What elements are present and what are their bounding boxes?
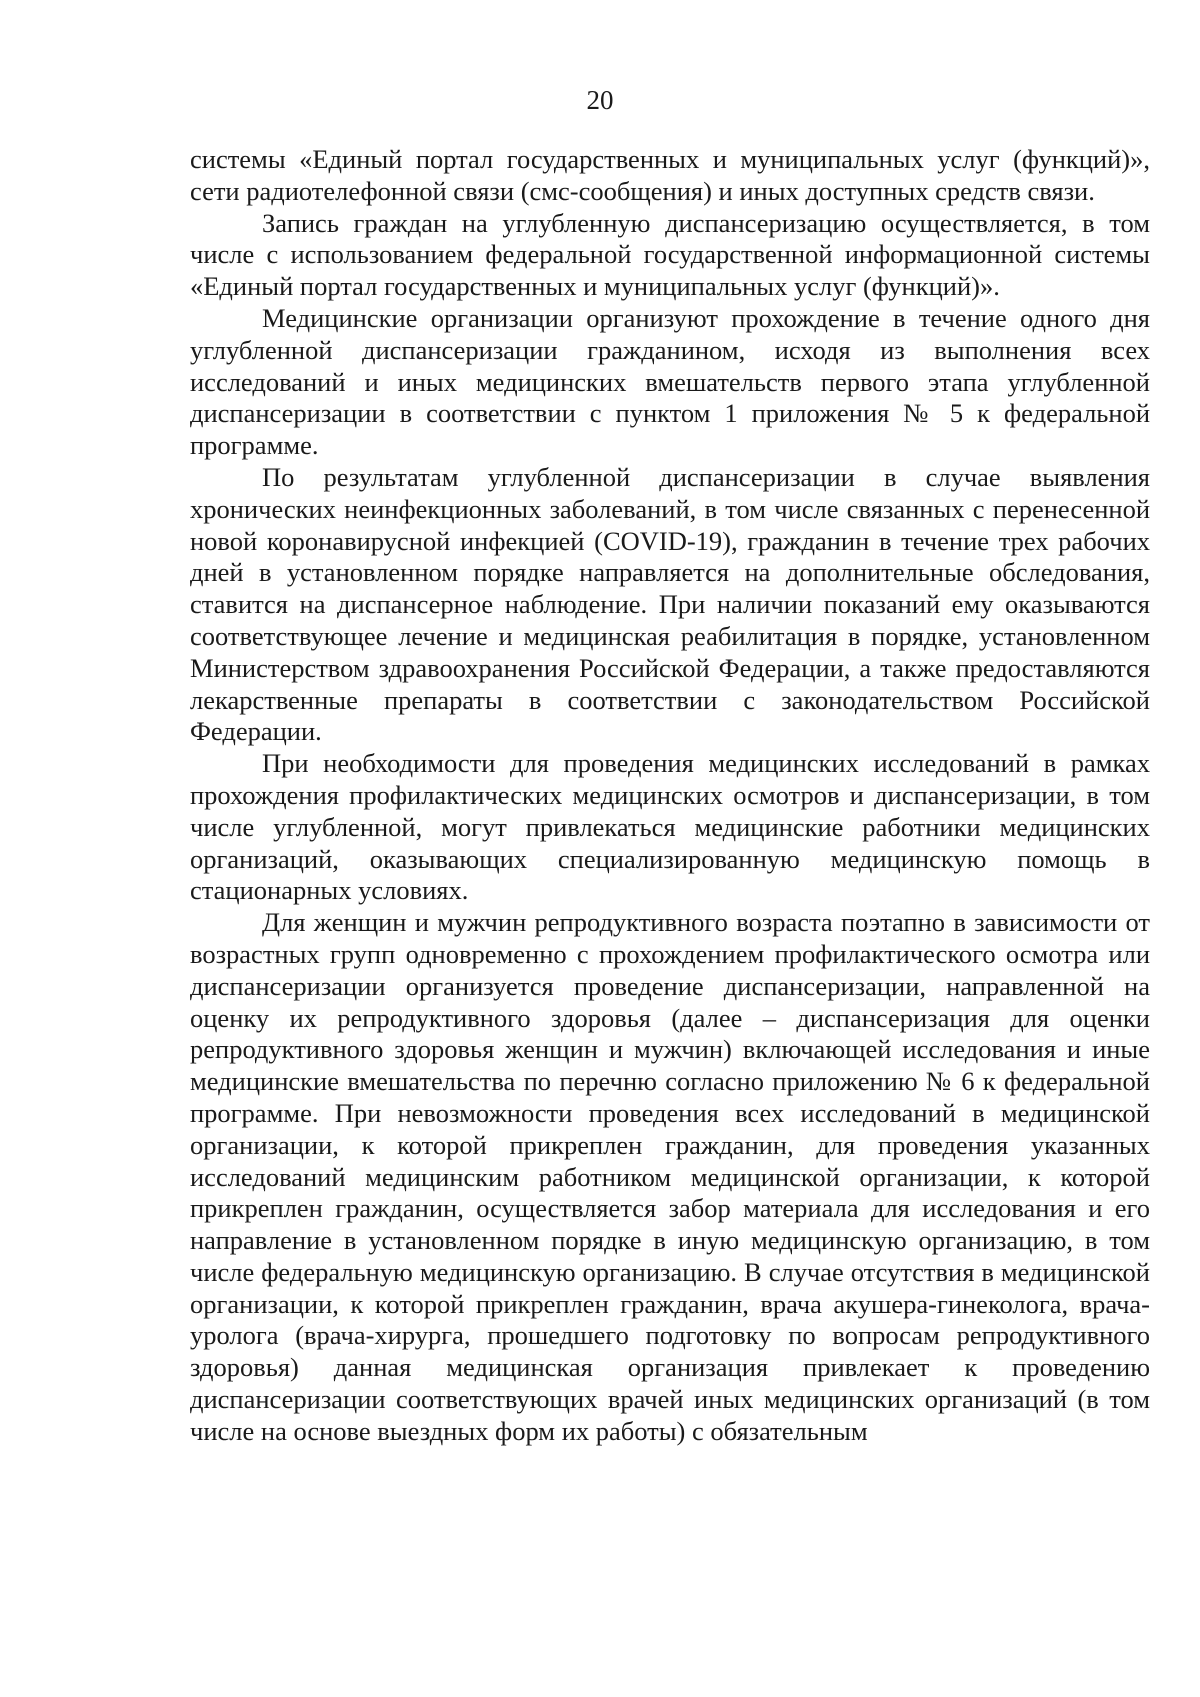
document-body bbox=[190, 144, 1150, 1448]
paragraph-6: Для женщин и мужчин репродуктивного возраста поэтапно в зависимости от возрастных групп одновременно с прохождением профилактического осмотра или диспансеризации организуется проведение диспансеризации, направленной на оценку их репродуктивного здоровья (далее – диспансеризация для оценки репродуктивного здоровья женщин и мужчин) включающей исследования и иные медицинские вмешательства по перечню согласно приложению № 6 к федеральной программе. При невозможности проведения всех исследований в медицинской организации, к которой прикреплен гражданин, для проведения указанных исследований медицинским работником медицинской организации, к которой прикреплен гражданин, осуществляется забор материала для исследования и его направление в установленном порядке в иную медицинскую организацию, в том числе федеральную медицинскую организацию. В случае отсутствия в медицинской организации, к которой прикреплен гражданин, врача акушера-гинеколога, врача-уролога (врача-хирурга, прошедшего подготовку по вопросам репродуктивного здоровья) данная медицинская организация привлекает к проведению диспансеризации соответствующих врачей иных медицинских организаций (в том числе на основе выездных форм их работы) с обязательным bbox=[190, 907, 1150, 1446]
paragraph-2: Запись граждан на углубленную диспансеризацию осуществляется, в том числе с использованием федеральной государственной информационной системы «Единый портал государственных и муниципальных услуг (функций)». bbox=[190, 207, 1150, 302]
paragraph-4: По результатам углубленной диспансеризации в случае выявления хронических неинфекционных заболеваний, в том числе связанных с перенесенной новой коронавирусной инфекцией (COVID-19), гражданин в течение трех рабочих дней в установленном порядке направляется на дополнительные обследования, ставится на диспансерное наблюдение. При наличии показаний ему оказываются соответствующее лечение и медицинская реабилитация в порядке, установленном Министерством здравоохранения Российской Федерации, а также предоставляются лекарственные препараты в соответствии с законодательством Российской Федерации. bbox=[190, 461, 1150, 747]
paragraph-1: системы «Единый портал государственных и муниципальных услуг (функций)», сети радиотелефонной связи (смс-сообщения) и иных доступных средств связи. bbox=[190, 144, 1150, 206]
paragraph-3: Медицинские организации организуют прохождение в течение одного дня углубленной диспансеризации гражданином, исходя из выполнения всех исследований и иных медицинских вмешательств первого этапа углубленной диспансеризации в соответствии с пунктом 1 приложения № 5 к федеральной программе. bbox=[190, 302, 1150, 461]
page-number: 20 bbox=[586, 85, 614, 115]
paragraph-5: При необходимости для проведения медицинских исследований в рамках прохождения профилактических медицинских осмотров и диспансеризации, в том числе углубленной, могут привлекаться медицинские работники медицинских организаций, оказывающих специализированную медицинскую помощь в стационарных условиях. bbox=[190, 748, 1150, 906]
